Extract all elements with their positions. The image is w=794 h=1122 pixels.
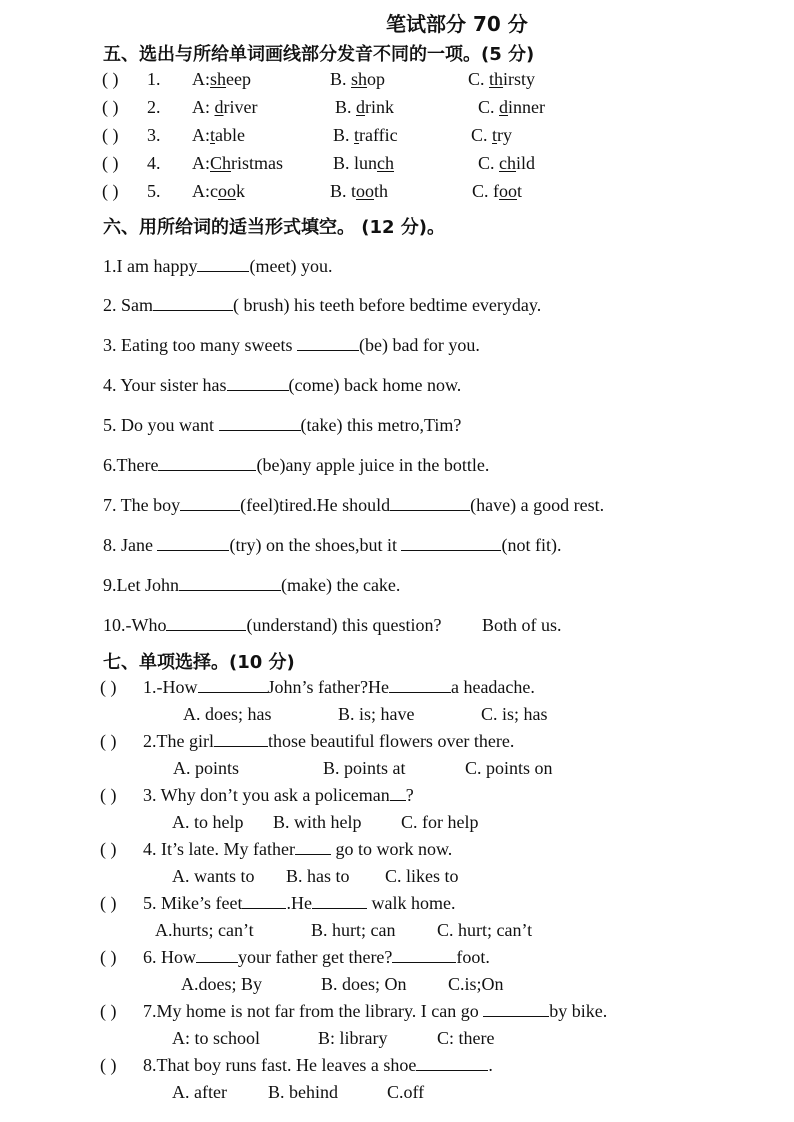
- question-text: 2. Sam: [103, 295, 154, 315]
- answer-paren[interactable]: ( ): [100, 1055, 117, 1075]
- question-text: 6.There: [103, 455, 159, 475]
- option-a[interactable]: A. points: [173, 758, 240, 778]
- option-c: C. try: [471, 125, 513, 145]
- question-text: 9.Let John: [103, 575, 179, 595]
- list-item: [103, 374, 461, 396]
- question-text: 1.-How John’s father?He a headache.: [143, 677, 535, 697]
- option-c[interactable]: C. is; has: [481, 704, 548, 724]
- option-b[interactable]: B. does; On: [321, 974, 407, 994]
- option-b[interactable]: B. is; have: [338, 704, 415, 724]
- answer-blank[interactable]: [390, 494, 470, 511]
- option-c: C. dinner: [478, 97, 545, 117]
- option-a: A: driver: [192, 97, 258, 117]
- question-text: 3. Eating too many sweets: [103, 335, 297, 355]
- page-title: 笔试部分 70 分: [386, 12, 528, 36]
- option-a[interactable]: A. after: [172, 1082, 227, 1102]
- option-c[interactable]: C. points on: [465, 758, 553, 778]
- question-text: (have) a good rest.: [470, 495, 605, 515]
- list-item: [103, 614, 562, 636]
- option-c: C. child: [478, 153, 536, 173]
- option-c[interactable]: C.off: [387, 1082, 425, 1102]
- list-item: [103, 494, 604, 516]
- item-number: 1.: [147, 69, 161, 89]
- question-text: (take) this metro,Tim?: [300, 415, 462, 435]
- option-a[interactable]: A. wants to: [172, 866, 255, 886]
- option-a: A:table: [192, 125, 245, 145]
- question-text: (feel)tired.He should: [240, 495, 391, 515]
- option-b[interactable]: B. behind: [268, 1082, 338, 1102]
- question-text: 7.My home is not far from the library. I can go by bike.: [143, 1001, 608, 1021]
- list-item: [103, 294, 541, 316]
- answer-blank[interactable]: [197, 255, 249, 272]
- answer-paren[interactable]: ( ): [102, 153, 119, 173]
- question-text: (be) bad for you.: [358, 335, 480, 355]
- answer-paren[interactable]: ( ): [100, 785, 117, 805]
- option-c[interactable]: C. likes to: [385, 866, 459, 886]
- question-text: 3. Why don’t you ask a policeman ?: [143, 785, 414, 805]
- option-b: B. lunch: [333, 153, 395, 173]
- option-b[interactable]: B. points at: [323, 758, 406, 778]
- answer-blank[interactable]: [401, 534, 501, 551]
- item-number: 3.: [147, 125, 161, 145]
- answer-paren[interactable]: ( ): [100, 947, 117, 967]
- option-a[interactable]: A.hurts; can’t: [155, 920, 254, 940]
- option-b: B. tooth: [330, 181, 389, 201]
- question-text: (meet) you.: [249, 256, 333, 276]
- question-text: (make) the cake.: [281, 575, 401, 595]
- option-c[interactable]: C: there: [437, 1028, 495, 1048]
- question-text: ( brush) his teeth before bedtime everyday.: [233, 295, 542, 315]
- option-c[interactable]: C. hurt; can’t: [437, 920, 533, 940]
- section5-heading: 五、选出与所给单词画线部分发音不同的一项。(5 分): [103, 44, 535, 65]
- question-text: 5. Mike’s feet .He walk home.: [143, 893, 456, 913]
- list-item: [103, 334, 480, 356]
- question-text: 4. Your sister has: [103, 375, 227, 395]
- answer-paren[interactable]: ( ): [100, 677, 117, 697]
- answer-blank[interactable]: [227, 374, 289, 391]
- answer-blank[interactable]: [166, 614, 246, 631]
- list-item: [103, 534, 561, 556]
- answer-blank[interactable]: [180, 494, 240, 511]
- answer-blank[interactable]: [297, 334, 359, 351]
- question-text: 6. How your father get there? foot.: [143, 947, 490, 967]
- answer-paren[interactable]: ( ): [100, 731, 117, 751]
- answer-paren[interactable]: ( ): [102, 97, 119, 117]
- answer-paren[interactable]: ( ): [102, 125, 119, 145]
- list-item: [103, 414, 461, 436]
- question-text: (understand) this question?: [246, 615, 442, 635]
- answer-blank[interactable]: [179, 574, 281, 591]
- option-a: A:Christmas: [192, 153, 284, 173]
- answer-paren[interactable]: ( ): [102, 69, 119, 89]
- question-text: (not fit).: [501, 535, 562, 555]
- list-item: [103, 255, 332, 277]
- option-c[interactable]: C. for help: [401, 812, 479, 832]
- option-b[interactable]: B. with help: [273, 812, 362, 832]
- question-text: 1.I am happy: [103, 256, 198, 276]
- option-b: B. drink: [335, 97, 395, 117]
- answer-blank[interactable]: [158, 454, 256, 471]
- answer-blank[interactable]: [153, 294, 233, 311]
- item-number: 2.: [147, 97, 161, 117]
- answer-paren[interactable]: ( ): [102, 181, 119, 201]
- option-a[interactable]: A: to school: [172, 1028, 260, 1048]
- question-text: 8. Jane: [103, 535, 158, 555]
- option-a: A:sheep: [192, 69, 251, 89]
- option-b: B. traffic: [333, 125, 398, 145]
- question-text: (try) on the shoes,but it: [229, 535, 402, 555]
- question-text: 5. Do you want: [103, 415, 219, 435]
- item-number: 4.: [147, 153, 161, 173]
- option-c: C. thirsty: [468, 69, 536, 89]
- option-a[interactable]: A. to help: [172, 812, 244, 832]
- section6-heading: 六、用所给词的适当形式填空。 (12 分)。: [103, 217, 446, 238]
- question-text: 2.The girl those beautiful flowers over there.: [143, 731, 515, 751]
- question-text: (come) back home now.: [288, 375, 462, 395]
- list-item: [103, 574, 400, 596]
- answer-paren[interactable]: ( ): [100, 839, 117, 859]
- question-text: 7. The boy: [103, 495, 181, 515]
- option-b[interactable]: B. has to: [286, 866, 350, 886]
- option-a: A:cook: [192, 181, 245, 201]
- answer-paren[interactable]: ( ): [100, 1001, 117, 1021]
- option-b: B. shop: [330, 69, 386, 89]
- question-text: (be)any apple juice in the bottle.: [256, 455, 490, 475]
- question-text: 10.-Who: [103, 615, 167, 635]
- question-text: 8.That boy runs fast. He leaves a shoe .: [143, 1055, 493, 1075]
- option-a[interactable]: A. does; has: [183, 704, 272, 724]
- question-text: 4. It’s late. My father go to work now.: [143, 839, 453, 859]
- option-b[interactable]: B: library: [318, 1028, 388, 1048]
- answer-paren[interactable]: ( ): [100, 893, 117, 913]
- answer-blank[interactable]: [219, 414, 301, 431]
- option-c[interactable]: C.is;On: [448, 974, 504, 994]
- item-number: 5.: [147, 181, 161, 201]
- answer-text: Both of us.: [482, 615, 562, 635]
- section7-heading: 七、单项选择。(10 分): [103, 652, 295, 673]
- option-b[interactable]: B. hurt; can: [311, 920, 396, 940]
- option-c: C. foot: [472, 181, 523, 201]
- list-item: [103, 454, 489, 476]
- option-a[interactable]: A.does; By: [181, 974, 262, 994]
- answer-blank[interactable]: [157, 534, 229, 551]
